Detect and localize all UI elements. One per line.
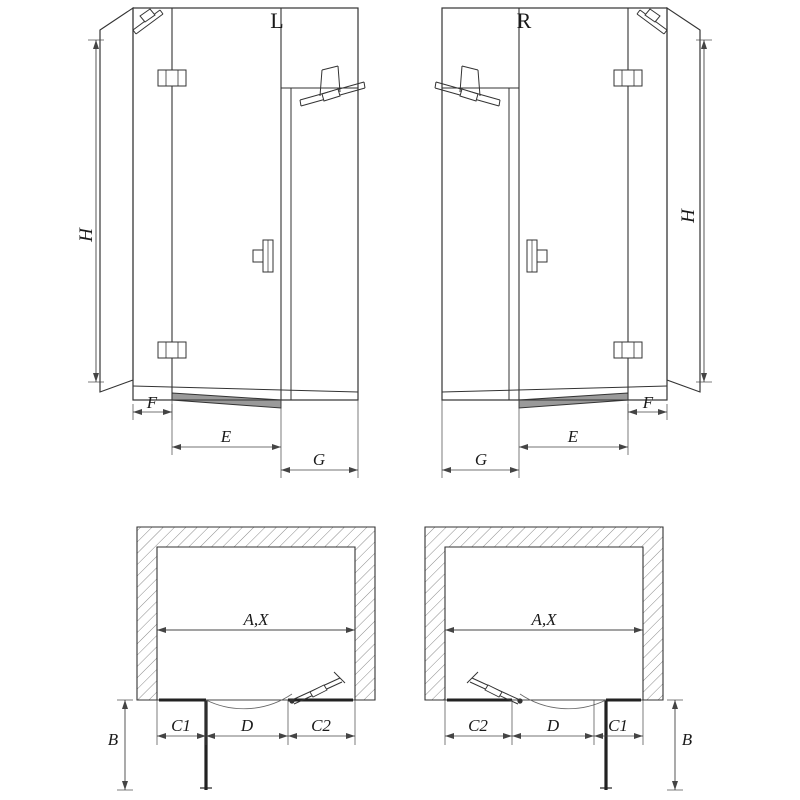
right-base-line — [442, 386, 667, 392]
right-plan-label-B: B — [681, 730, 693, 749]
left-elevation — [76, 8, 365, 478]
left-top-support-bar — [300, 66, 365, 106]
left-plan-label-C1: C1 — [171, 716, 191, 735]
left-glass-assembly — [133, 8, 358, 400]
right-plan-label-C1: C1 — [608, 716, 628, 735]
right-elevation — [435, 8, 712, 478]
left-base-line — [133, 386, 358, 392]
right-door-handle — [527, 240, 547, 272]
left-plan-label-C2: C2 — [311, 716, 331, 735]
right-dim-E — [519, 400, 628, 455]
left-plan-view — [108, 527, 375, 790]
right-glass-assembly — [442, 8, 667, 400]
left-label-G: G — [312, 450, 326, 469]
right-variant-title: R — [516, 8, 532, 33]
right-side-wall — [667, 8, 700, 392]
right-dim-F — [628, 393, 667, 420]
right-height-label: H — [678, 209, 699, 223]
right-label-E: E — [567, 427, 579, 446]
left-wall-support-bar — [133, 9, 163, 34]
right-wall-support-bar — [637, 9, 667, 34]
left-label-E: E — [220, 427, 232, 446]
left-dim-F — [133, 393, 172, 420]
right-dim-B — [667, 700, 693, 790]
right-plan-label-C2: C2 — [468, 716, 488, 735]
left-dim-E — [172, 400, 281, 455]
right-plan-swing-arc — [520, 694, 606, 709]
right-plan-view — [425, 527, 693, 790]
left-dim-B — [108, 700, 133, 790]
right-plan-label-AX: A,X — [531, 610, 557, 629]
left-plan-swing-arc — [206, 694, 292, 709]
right-dim-height — [678, 40, 712, 382]
left-variant-title: L — [270, 8, 284, 33]
left-side-wall — [100, 8, 133, 392]
right-dim-G — [442, 400, 519, 478]
left-plan-label-AX: A,X — [243, 610, 269, 629]
right-top-hinge — [614, 70, 642, 86]
left-top-hinge — [158, 70, 186, 86]
left-plan-label-B: B — [107, 730, 119, 749]
right-dim-chain — [445, 700, 643, 745]
right-bottom-hinge — [614, 342, 642, 358]
right-plan-label-D: D — [546, 716, 560, 735]
right-top-support-bar — [435, 66, 500, 106]
right-dim-AX — [445, 610, 643, 633]
left-height-label: H — [76, 228, 97, 242]
left-label-F: F — [146, 393, 158, 412]
left-dim-G — [281, 400, 358, 478]
left-dim-AX — [157, 610, 355, 633]
left-door-handle — [253, 240, 273, 272]
right-label-G: G — [474, 450, 488, 469]
left-plan-label-D: D — [240, 716, 254, 735]
right-label-F: F — [642, 393, 654, 412]
left-dim-chain — [157, 700, 355, 745]
left-bottom-hinge — [158, 342, 186, 358]
